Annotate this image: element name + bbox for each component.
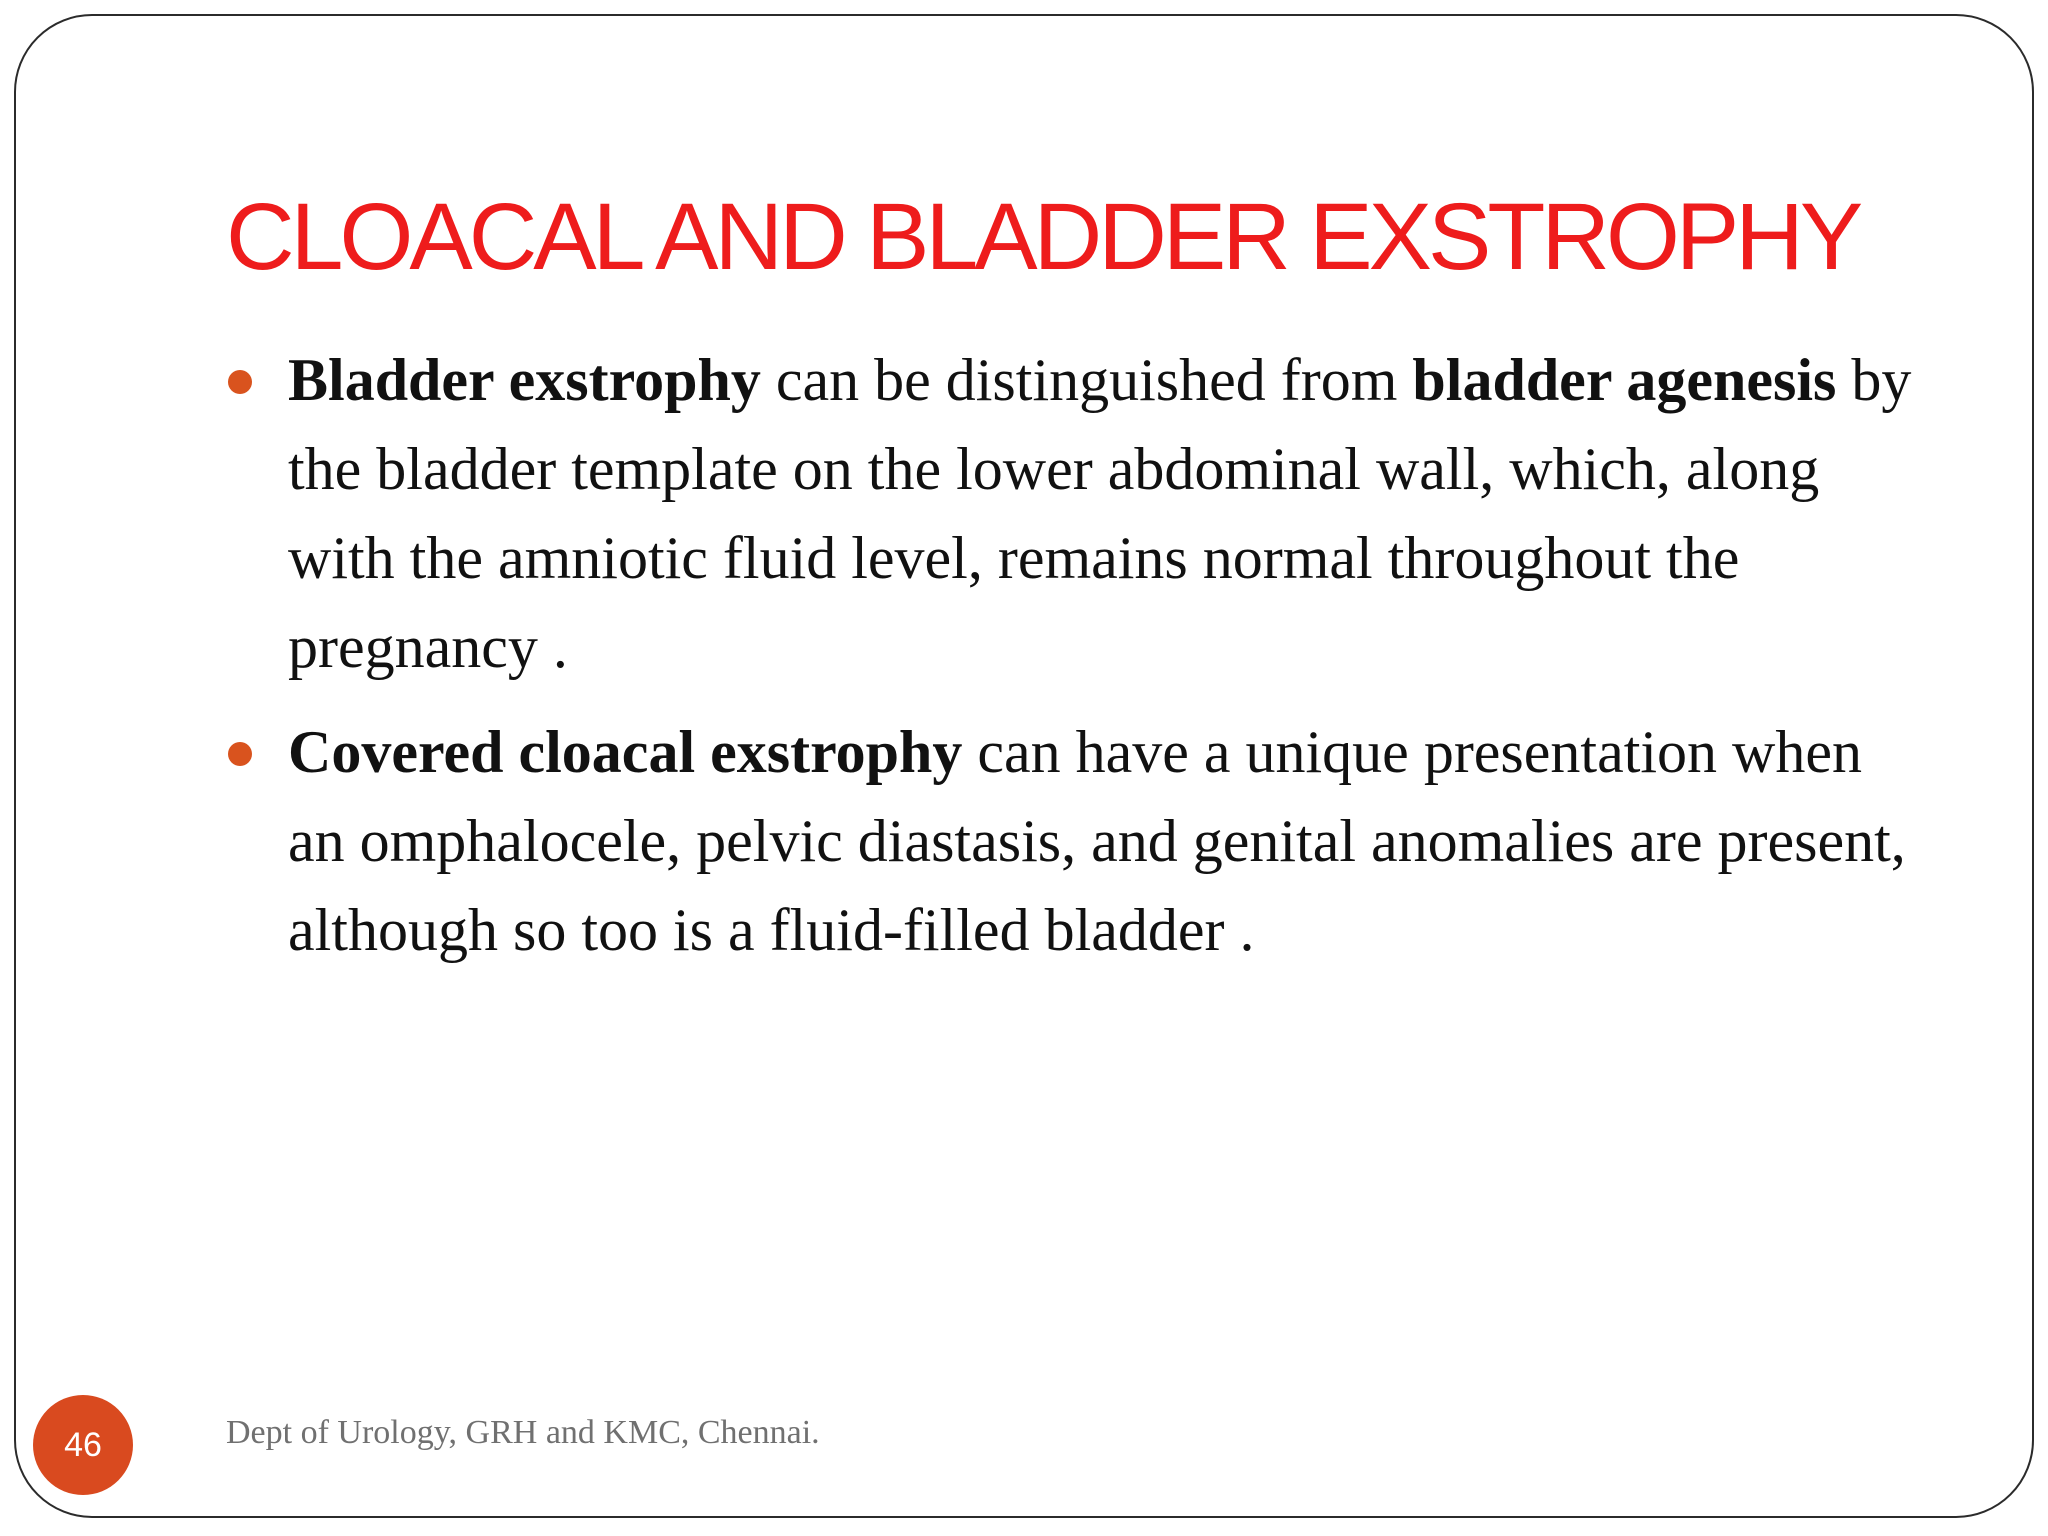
bullet-text: by the bladder template on the lower abdominal wall, which, along with the amniotic fluid level, remains normal throughout the pregnancy . (288, 347, 1912, 680)
bullet-text: can be distinguished from (760, 347, 1413, 413)
slide-number-badge: 46 (33, 1395, 133, 1495)
bullet-list (226, 336, 1926, 991)
bullet-text: can have a unique presentation when an omphalocele, pelvic diastasis, and genital anomalies are present, although so too is a fluid-filled bladder . (288, 719, 1906, 963)
bold-term: bladder agenesis (1412, 347, 1837, 413)
bullet-dot-icon (228, 742, 252, 766)
bullet-item (226, 708, 1926, 975)
bold-term: Bladder exstrophy (288, 347, 761, 413)
footer-text: Dept of Urology, GRH and KMC, Chennai. (226, 1414, 820, 1451)
bullet-dot-icon (228, 370, 252, 394)
bold-term: Covered cloacal exstrophy (288, 719, 963, 785)
bullet-item (226, 336, 1926, 692)
slide-title: CLOACAL AND BLADDER EXSTROPHY (226, 184, 1860, 290)
